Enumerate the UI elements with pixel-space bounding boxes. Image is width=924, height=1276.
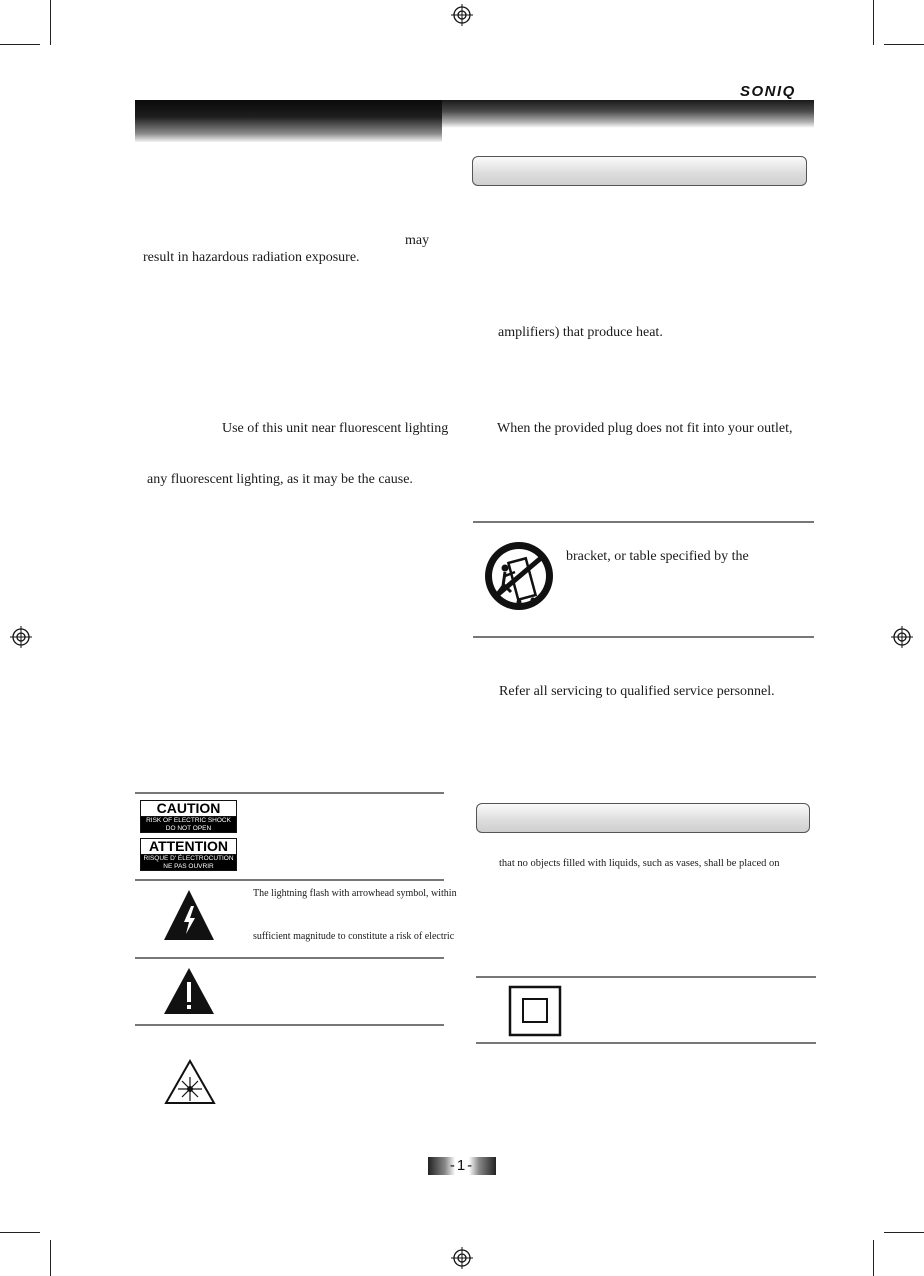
exclamation-warning-icon: [162, 966, 216, 1016]
registration-mark-icon: [10, 626, 32, 648]
fluorescent-warning-text: any fluorescent lighting, as it may be the cause.: [147, 472, 413, 487]
registration-mark-icon: [451, 4, 473, 26]
divider: [476, 976, 816, 978]
caution-subtext: DO NOT OPEN: [141, 825, 236, 833]
attention-subtext: RISQUE D' ÉLECTROCUTION: [141, 855, 236, 863]
page-number: [428, 1157, 496, 1175]
fluorescent-warning-text: Use of this unit near fluorescent lighting: [222, 421, 449, 436]
crop-mark: [50, 0, 51, 45]
divider: [135, 792, 444, 794]
page-number-text: -1-: [449, 1157, 475, 1174]
caution-title: CAUTION: [141, 801, 236, 817]
section-heading-box: [472, 156, 807, 186]
liquids-warning-text: that no objects filled with liquids, such as vases, shall be placed on: [499, 858, 780, 869]
registration-mark-icon: [891, 626, 913, 648]
section-header-bar: [442, 100, 814, 128]
crop-mark: [884, 44, 924, 45]
divider: [476, 1042, 816, 1044]
section-header-bar: [135, 100, 442, 142]
lightning-warning-icon: [162, 888, 216, 942]
lightning-description: sufficient magnitude to constitute a risk of electric: [253, 931, 455, 942]
laser-warning-text: result in hazardous radiation exposure.: [143, 250, 360, 265]
crop-mark: [873, 0, 874, 45]
attention-title: ATTENTION: [141, 839, 236, 855]
crop-mark: [50, 1240, 51, 1276]
laser-warning-icon: [163, 1058, 217, 1106]
attention-label: [140, 838, 237, 871]
caution-label: [140, 800, 237, 833]
plug-text: When the provided plug does not fit into your outlet,: [497, 421, 793, 436]
crop-mark: [0, 1232, 40, 1233]
divider: [473, 636, 814, 638]
cart-warning-text: bracket, or table specified by the: [566, 549, 749, 564]
attention-subtext: NE PAS OUVRIR: [141, 863, 236, 871]
no-cart-tipover-icon: [481, 538, 557, 614]
crop-mark: [0, 44, 40, 45]
brand-logo: SONIQ: [740, 83, 796, 100]
lightning-description: The lightning flash with arrowhead symbol, within: [253, 888, 457, 899]
laser-warning-text: may: [405, 233, 430, 248]
ventilation-text: amplifiers) that produce heat.: [498, 325, 663, 340]
caution-subtext: RISK OF ELECTRIC SHOCK: [141, 817, 236, 825]
servicing-text: Refer all servicing to qualified service personnel.: [499, 684, 775, 699]
divider: [135, 879, 444, 881]
crop-mark: [873, 1240, 874, 1276]
registration-mark-icon: [451, 1247, 473, 1269]
section-heading-box: [476, 803, 810, 833]
crop-mark: [884, 1232, 924, 1233]
divider: [135, 1024, 444, 1026]
divider: [135, 957, 444, 959]
divider: [473, 521, 814, 523]
double-insulation-icon: [508, 985, 562, 1037]
